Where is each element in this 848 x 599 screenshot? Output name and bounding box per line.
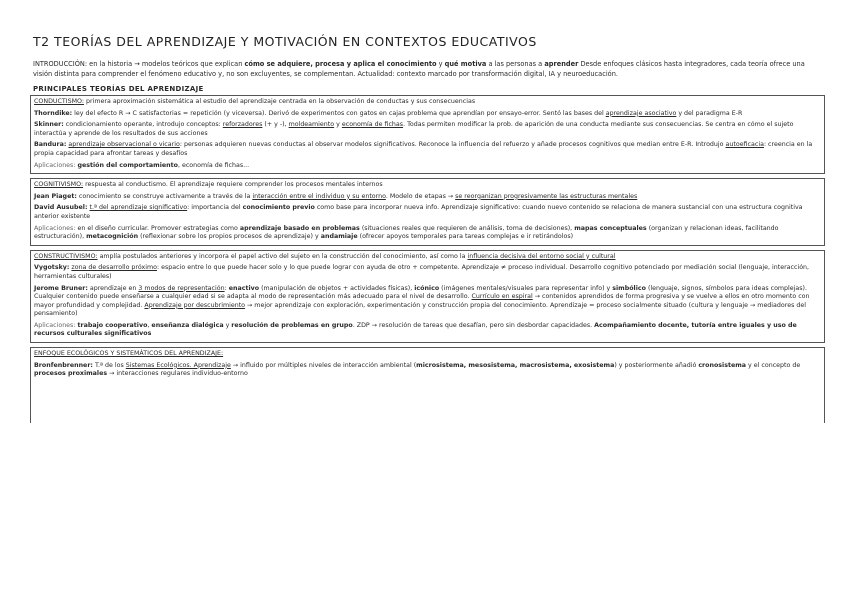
bold-term: enactivo: [228, 284, 260, 292]
underlined-term: Sistemas Ecológicos. Aprendizaje: [125, 361, 231, 369]
underlined-term: moldeamiento: [288, 121, 335, 129]
intro-text: a las personas a: [486, 60, 545, 68]
underlined-term: se reorganizan progresivamente las estructuras mentales: [455, 192, 638, 200]
ecologicos-box: [30, 347, 825, 423]
paragraph-text: aprendizaje en: [87, 284, 139, 292]
paragraph-text: (lenguaje, signos, símbolos para ideas complejas). Cualquier contenido puede enseñarse a cualquier edad si se adapta al modo de representación más adecuado para el nivel de desarrollo.: [34, 284, 808, 301]
constructivismo-box: [30, 250, 825, 343]
piaget-paragraph: [34, 193, 821, 202]
paragraph-text: : importancia del: [187, 204, 243, 212]
underlined-term: t.ª del aprendizaje significativo: [89, 204, 188, 212]
underlined-term: aprendizaje asociativo: [605, 109, 677, 117]
paragraph-text: . Modelo de etapas →: [385, 192, 456, 200]
conductismo-heading: CONDUCTISMO:: [34, 98, 85, 105]
bold-term: microsistema, mesosistema, macrosistema, exosistema: [416, 361, 615, 369]
paragraph-text: : creencia en la propia capacidad para afrontar tareas y desafíos: [34, 141, 813, 157]
conductismo-lead: [34, 98, 821, 107]
paragraph-text: (organizan y relacionan ideas, facilitando estructuración),: [34, 224, 779, 241]
paragraph-text: . ZDP → resolución de tareas que desafían, pero sin desbordar capacidades.: [352, 321, 595, 329]
bronfenbrenner-paragraph: [34, 362, 821, 379]
cognitivismo-box: [30, 178, 825, 246]
paragraph-text: conocimiento se construye activamente a través de la: [76, 192, 253, 200]
bold-term: trabajo cooperativo: [77, 321, 148, 329]
ecologicos-lead: [34, 350, 821, 359]
bold-term: procesos proximales: [34, 370, 108, 378]
underlined-term: reforzadores: [222, 121, 263, 129]
underlined-term: interacción entre el individuo y su entorno: [252, 192, 386, 200]
aplicaciones-label: Aplicaciones:: [34, 224, 76, 232]
paragraph-text: T.ª de los: [92, 361, 126, 369]
paragraph-text: como base para incorporar nueva info. Aprendizaje significativo: cuando nuevo contenido se relaciona de manera sustancial con una estructura cognitiva anterior existente: [34, 204, 803, 220]
paragraph-text: y el concepto de: [746, 361, 801, 369]
intro-text: INTRODUCCIÓN: en la historia → modelos teóricos que explican: [33, 60, 245, 68]
paragraph-text: (ofrecer apoyos temporales para tareas complejas e ir retirándolos): [357, 233, 574, 241]
ecologicos-heading: ENFOQUE ECOLÓGICOS Y SISTEMÁTICOS DEL APRENDIZAJE:: [34, 350, 224, 358]
paragraph-text: (situaciones reales que requieren de análisis, toma de decisiones),: [359, 224, 575, 232]
paragraph-text: y del paradigma E-R: [676, 109, 743, 117]
paragraph-text: ley del efecto R → C satisfactorias = repetición (y viceversa). Derivó de experimentos con gatos en cajas problema que aprendían por ensayo-error. Sentó las bases del: [72, 109, 606, 117]
paragraph-text: , economía de fichas...: [177, 161, 250, 169]
constructivismo-aplicaciones: [34, 322, 821, 339]
author-name: Skinner:: [34, 121, 64, 129]
vygotsky-paragraph: [34, 264, 821, 281]
paragraph-text: :: [224, 284, 229, 292]
bold-term: icónico: [414, 284, 440, 292]
ausubel-paragraph: [34, 204, 821, 221]
author-name: Thorndike:: [34, 109, 73, 117]
paragraph-text: condicionamiento operante, introdujo conceptos:: [63, 121, 223, 129]
underlined-term: Aprendizaje por descubrimiento: [144, 301, 246, 309]
paragraph-text: (reflexionar sobre los propios procesos de aprendizaje) y: [138, 233, 321, 241]
bold-term: conocimiento previo: [242, 204, 315, 212]
conductismo-text: primera aproximación sistemática al estudio del aprendizaje centrada en la observación de conductas y sus consecuencias: [84, 98, 476, 105]
intro-bold: aprender: [544, 60, 579, 68]
bold-term: resolución de problemas en grupo: [231, 321, 353, 329]
intro-bold: qué motiva: [444, 60, 487, 68]
paragraph-text: → mejor aprendizaje con exploración, experimentación y construcción propia del conocimiento. Aprendizaje = proceso socialmente situado (cultura y lenguaje → mediadores del pensamiento): [34, 301, 806, 318]
aplicaciones-label: Aplicaciones:: [34, 161, 76, 169]
bold-term: enseñanza dialógica: [151, 321, 224, 329]
paragraph-text: . Todas permiten modificar la prob. de aparición de una conducta mediante sus consecuencias. Se centra en cómo el sujeto interactúa y aprende de los resultados de sus acciones: [34, 121, 794, 137]
paragraph-text: : espacio entre lo que puede hacer solo y lo que puede lograr con ayuda de otro + competente. Aprendizaje ≠ proceso individual. Desarrollo cognitivo potenciado por mediación social (lenguaje, interacción, herramientas culturales): [34, 264, 810, 280]
author-name: Bandura:: [34, 141, 67, 149]
cognitivismo-lead: [34, 181, 821, 190]
bold-term: gestión del comportamiento: [77, 161, 178, 169]
paragraph-text: ,: [147, 321, 152, 329]
author-name: Bronfenbrenner:: [34, 361, 93, 369]
bold-term: andamiaje: [320, 233, 358, 241]
section-heading: PRINCIPALES TEORÍAS DEL APRENDIZAJE: [33, 85, 204, 93]
paragraph-text: (+ y -),: [262, 121, 289, 129]
paragraph-text: y: [223, 321, 232, 329]
bold-term: mapas conceptuales: [574, 224, 647, 232]
paragraph-text: en el diseño curricular. Promover estrategias como: [75, 224, 240, 232]
underlined-term: economía de fichas: [341, 121, 404, 129]
paragraph-text: ) y posteriormente añadió: [614, 361, 699, 369]
author-name: Jean Piaget:: [34, 192, 77, 200]
page-title: T2 TEORÍAS DEL APRENDIZAJE Y MOTIVACIÓN EN CONTEXTOS EDUCATIVOS: [33, 34, 537, 49]
cognitivismo-aplicaciones: [34, 225, 821, 242]
bold-term: metacognición: [86, 233, 139, 241]
constructivismo-heading: CONSTRUCTIVISMO:: [34, 252, 98, 260]
intro-text: y: [436, 60, 445, 68]
paragraph-text: → contenidos aprendidos de forma progresiva y se vuelve a ellos en otro momento con mayor profundidad y complejidad.: [34, 293, 810, 309]
paragraph-text: : personas adquieren nuevas conductas al observar modelos significativos. Reconoce la influencia del refuerzo y añade procesos cognitivos que median entre E-R. Introdujo: [179, 141, 726, 149]
underlined-term: 3 modos de representación: [138, 284, 225, 292]
paragraph-text: respuesta al conductismo. El aprendizaje requiere comprender los procesos mentales internos: [83, 181, 383, 189]
bold-term: Acompañamiento docente, tutoría entre iguales y uso de recursos culturales significativos: [34, 321, 797, 338]
underlined-term: Currículo en espiral: [471, 293, 533, 301]
cognitivismo-heading: COGNITIVISMO:: [34, 181, 84, 189]
bruner-paragraph: [34, 285, 821, 319]
bold-term: cronosistema: [698, 361, 747, 369]
introduction: [33, 59, 825, 79]
paragraph-text: (imágenes mentales/visuales para representar info) y: [439, 284, 613, 292]
author-name: Vygotsky:: [34, 264, 70, 272]
conductismo-aplicaciones: [34, 162, 821, 171]
author-name: Jerome Bruner:: [34, 284, 88, 292]
bold-term: simbólico: [612, 284, 646, 292]
bold-term: aprendizaje basado en problemas: [239, 224, 360, 232]
paragraph-text: amplía postulados anteriores y incorpora el papel activo del sujeto en la construcción del conocimiento, así como la: [97, 252, 468, 260]
intro-bold: cómo se adquiere, procesa y aplica el conocimiento: [244, 60, 437, 68]
underlined-term: zona de desarrollo próximo: [71, 264, 158, 272]
intro-text: Desde enfoques clásicos hasta integradores, cada teoría ofrece una visión distinta para comprender el fenómeno educativo y, no son excluyentes, se complementan. Actualidad: contexto marcado por transformación digital, IA y neuroeducación.: [33, 60, 805, 78]
bandura-paragraph: [34, 141, 821, 158]
thorndike-paragraph: [34, 110, 821, 119]
constructivismo-lead: [34, 253, 821, 262]
notes-page: [30, 34, 825, 427]
paragraph-text: → interacciones regulares individuo-entorno: [107, 370, 248, 378]
skinner-paragraph: [34, 121, 821, 138]
conductismo-box: [30, 95, 825, 174]
paragraph-text: → influido por múltiples niveles de interacción ambiental (: [230, 361, 417, 369]
paragraph-text: y: [334, 121, 342, 129]
underlined-term: autoeficacia: [725, 141, 764, 149]
author-name: David Ausubel:: [34, 204, 88, 212]
underlined-term: aprendizaje observacional o vicario: [68, 141, 180, 149]
underlined-term: influencia decisiva del entorno social y cultural: [467, 252, 616, 260]
aplicaciones-label: Aplicaciones:: [34, 321, 76, 329]
paragraph-text: (manipulación de objetos + actividades físicas),: [259, 284, 415, 292]
